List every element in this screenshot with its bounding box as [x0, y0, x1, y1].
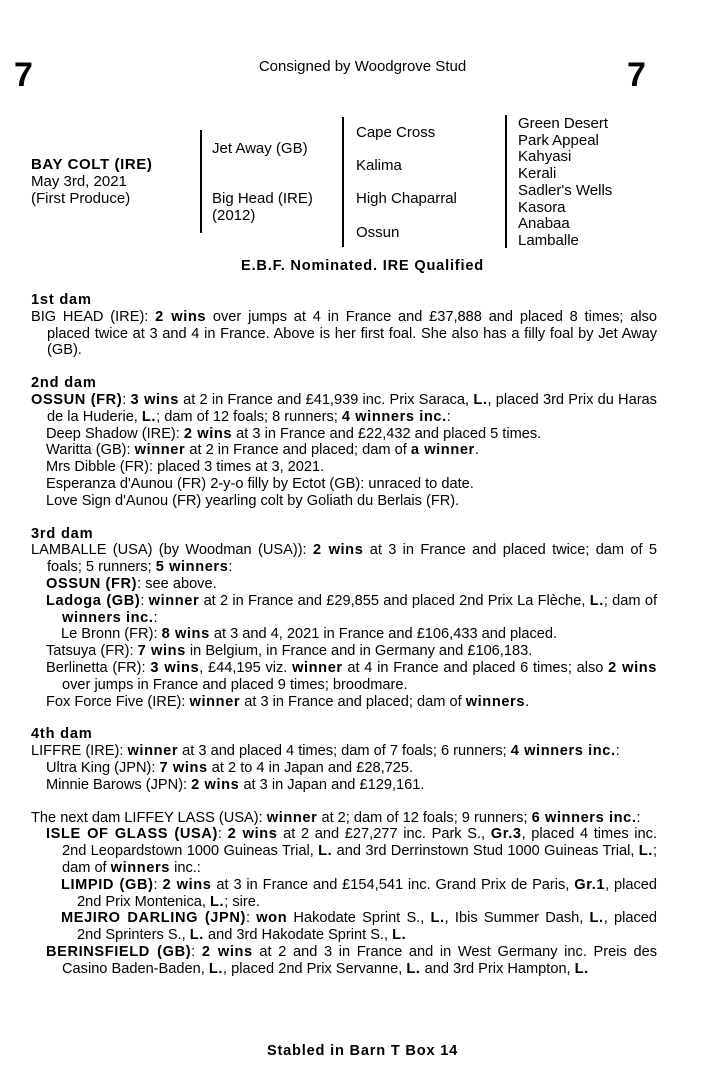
- foaling-date: May 3rd, 2021: [31, 173, 127, 190]
- horse-name: BAY COLT (IRE): [31, 156, 153, 173]
- fourth-dam-record: LIFFRE (IRE): winner at 3 and placed 4 times; dam of 7 foals; 6 runners; 4 winners inc.:: [31, 743, 620, 760]
- great-grandsire-5: Sadler's Wells: [518, 182, 613, 199]
- first-dam-record: BIG HEAD (IRE): 2 wins over jumps at 4 in France and £37,888 and placed 8 times; also placed twice at 3 and 4 in France. Above is her first foal. She also has a filly foal by Jet Away (GB).: [31, 308, 658, 359]
- dam-year: (2012): [212, 207, 256, 224]
- produce-record: Ladoga (GB): winner at 2 in France and £29,855 and placed 2nd Prix La Flèche, L.; dam of winners inc.:: [46, 592, 657, 626]
- pedigree-bracket-2: [342, 117, 344, 247]
- produce-record: Waritta (GB): winner at 2 in France and placed; dam of a winner.: [46, 442, 479, 459]
- lot-number-right: 7: [627, 56, 646, 94]
- stabling-info: Stabled in Barn T Box 14: [266, 1043, 459, 1059]
- grandsire-1: Cape Cross: [356, 124, 436, 141]
- produce-record: Berlinetta (FR): 3 wins, £44,195 viz. winner at 4 in France and placed 6 times; also 2 wins over jumps in France and placed 9 times; broodmare.: [46, 659, 657, 693]
- dam: Big Head (IRE): [212, 190, 313, 207]
- consignor: Consigned by Woodgrove Stud: [258, 58, 467, 75]
- section-heading-4th-dam: 4th dam: [31, 726, 93, 743]
- great-grandsire-1: Green Desert: [518, 115, 609, 132]
- great-grandsire-8: Lamballe: [518, 232, 579, 249]
- produce-record: LIMPID (GB): 2 wins at 3 in France and £154,541 inc. Grand Prix de Paris, Gr.1, placed 2nd Prix Montenica, L.; sire.: [61, 876, 657, 910]
- produce-record: OSSUN (FR): see above.: [46, 575, 217, 592]
- produce-record: ISLE OF GLASS (USA): 2 wins at 2 and £27,277 inc. Park S., Gr.3, placed 4 times inc. 2nd Leopardstown 1000 Guineas Trial, L. and 3rd Derrinstown Stud 1000 Guineas Trial, L.; dam of winners inc.:: [46, 826, 658, 876]
- section-heading-1st-dam: 1st dam: [31, 292, 92, 308]
- grandsire-3: High Chaparral: [356, 190, 457, 207]
- produce-record: BERINSFIELD (GB): 2 wins at 2 and 3 in France and in West Germany inc. Preis des Casino Baden-Baden, L., placed 2nd Prix Servanne, L. and 3rd Prix Hampton, L.: [46, 943, 657, 977]
- third-dam-record: LAMBALLE (USA) (by Woodman (USA)): 2 wins at 3 in France and placed twice; dam of 5 foals; 5 runners; 5 winners:: [31, 542, 658, 576]
- section-heading-2nd-dam: 2nd dam: [31, 375, 97, 392]
- great-grandsire-7: Anabaa: [518, 215, 570, 232]
- second-dam-record: OSSUN (FR): 3 wins at 2 in France and £41,939 inc. Prix Saraca, L., placed 3rd Prix du Haras de la Huderie, L.; dam of 12 foals; 8 runners; 4 winners inc.:: [31, 391, 657, 425]
- section-heading-3rd-dam: 3rd dam: [31, 525, 94, 542]
- produce-note: (First Produce): [31, 190, 131, 207]
- pedigree-bracket-3: [505, 115, 507, 248]
- produce-record: Tatsuya (FR): 7 wins in Belgium, in France and in Germany and £106,183.: [46, 643, 533, 660]
- sire: Jet Away (GB): [212, 140, 308, 157]
- produce-record: Love Sign d'Aunou (FR) yearling colt by Goliath du Berlais (FR).: [46, 492, 460, 509]
- great-grandsire-6: Kasora: [518, 199, 566, 216]
- catalogue-body: [31, 292, 657, 977]
- produce-record: Fox Force Five (IRE): winner at 3 in France and placed; dam of winners.: [46, 693, 530, 710]
- grandsire-2: Kalima: [356, 157, 402, 174]
- great-grandsire-4: Kerali: [518, 165, 557, 182]
- next-dam-record: The next dam LIFFEY LASS (USA): winner at 2; dam of 12 foals; 9 runners; 6 winners inc.:: [31, 809, 641, 826]
- produce-record: Esperanza d'Aunou (FR) 2-y-o filly by Ectot (GB): unraced to date.: [46, 475, 474, 492]
- lot-number-left: 7: [14, 56, 33, 94]
- produce-record: Minnie Barows (JPN): 2 wins at 3 in Japan and £129,161.: [46, 776, 425, 793]
- pedigree-bracket-1: [200, 130, 202, 233]
- produce-record: Le Bronn (FR): 8 wins at 3 and 4, 2021 in France and £106,433 and placed.: [61, 626, 558, 643]
- produce-record: Deep Shadow (IRE): 2 wins at 3 in France and £22,432 and placed 5 times.: [46, 425, 542, 442]
- grandsire-4: Ossun: [356, 224, 400, 241]
- great-grandsire-3: Kahyasi: [518, 148, 572, 165]
- produce-record: Mrs Dibble (FR): placed 3 times at 3, 2021.: [46, 459, 325, 476]
- produce-record: MEJIRO DARLING (JPN): won Hakodate Sprint S., L., Ibis Summer Dash, L., placed 2nd Sprinters S., L. and 3rd Hakodate Sprint S., L.: [61, 910, 657, 944]
- great-grandsire-2: Park Appeal: [518, 132, 599, 149]
- produce-record: Ultra King (JPN): 7 wins at 2 to 4 in Japan and £28,725.: [46, 759, 414, 776]
- nominations: E.B.F. Nominated. IRE Qualified: [241, 258, 484, 274]
